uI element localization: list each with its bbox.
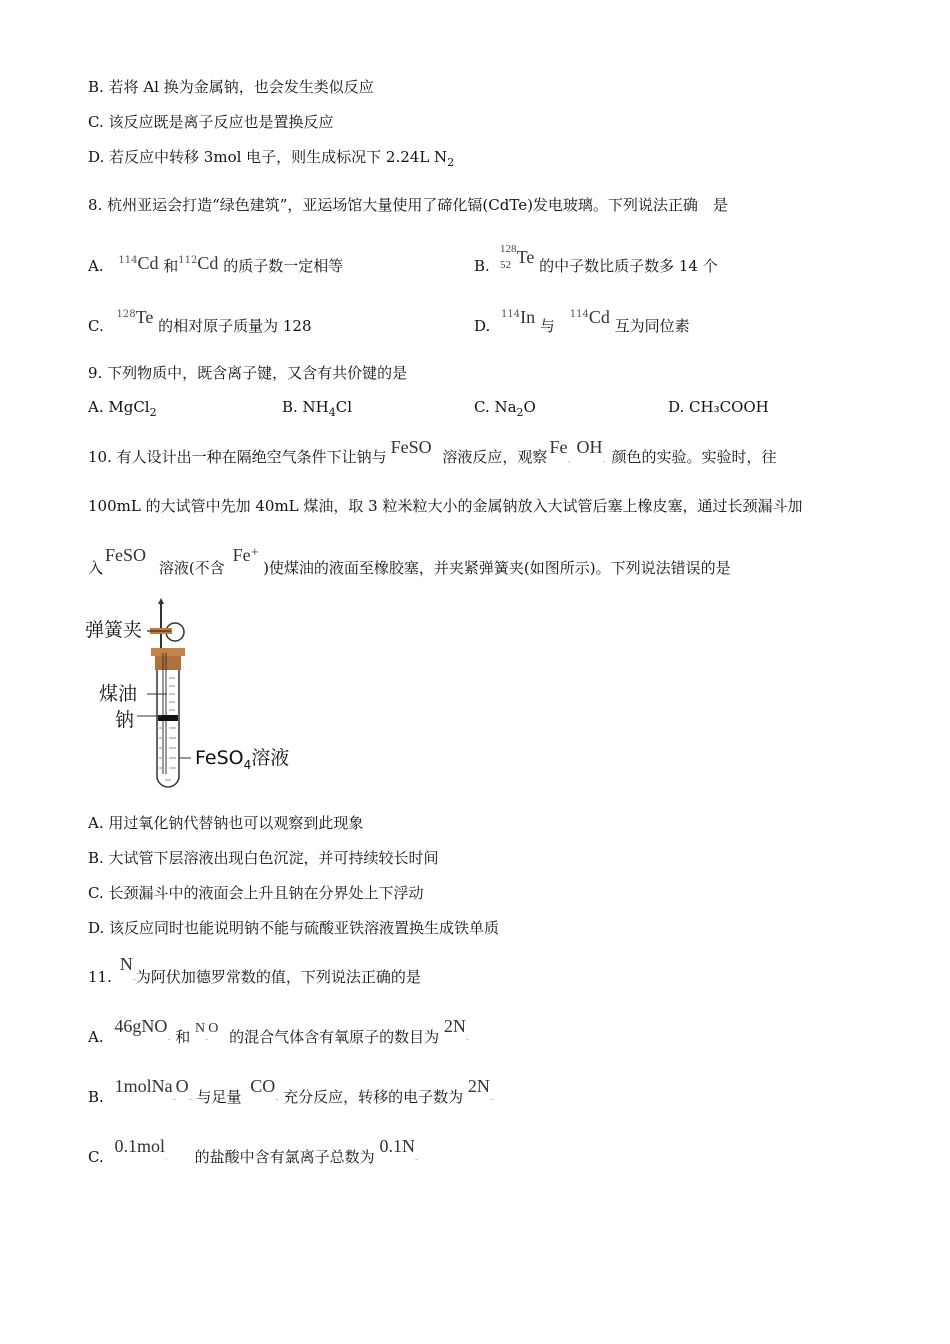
label-spring-clip: 弹簧夹 (85, 619, 143, 641)
label-solution: FeSO$_4$溶液 (195, 747, 290, 772)
q9-stem: 9. 下列物质中，既含离子键，又含有共价键的是 (88, 364, 408, 382)
q11-option-b: B. 1molNa-O- 与足量 CO- 充分反应，转移的电子数为 2N- (88, 1076, 493, 1106)
q7-option-c: C. 该反应既是离子反应也是置换反应 (88, 113, 334, 131)
label-sodium: 钠 (115, 709, 135, 731)
q8-option-b: B. 128 52 Te 的中子数比质子数多 14 个 (474, 243, 718, 275)
rubber-stopper-top (151, 648, 185, 656)
apparatus-figure (85, 598, 305, 793)
q10-option-a: A. 用过氧化钠代替钠也可以观察到此现象 (88, 814, 364, 832)
q10-option-c: C. 长颈漏斗中的液面会上升且钠在分界处上下浮动 (88, 884, 424, 902)
q10-stem-line3: 入FeSO 溶液(不含Fe+)使煤油的液面至橡胶塞，并夹紧弹簧夹(如图所示)。下列说法错误的是 (88, 545, 731, 577)
q9-option-c: C. $Na_2O$ (474, 398, 536, 419)
q7-option-d: D. 若反应中转移 3mol 电子，则生成标况下 2.24L $N_2$ (88, 148, 455, 169)
q11-option-c: C. 0.1mol· 的盐酸中含有氯离子总数为 0.1N- (88, 1136, 419, 1166)
q9-option-a: A. MgCl$_2$ (88, 398, 157, 419)
label-kerosene: 煤油 (99, 683, 138, 705)
q9-option-d: D. CH₃COOH (668, 398, 769, 416)
q7-option-b: B. 若将 Al 换为金属钠，也会发生类似反应 (88, 78, 374, 96)
q10-stem-line1: 10. 有人设计出一种在隔绝空气条件下让钠与 FeSO 溶液反应，观察 Fe、OH、颜色的实验。实验时，往 (88, 437, 777, 466)
q8-stem: 8. 杭州亚运会打造“绿色建筑”，亚运场馆大量使用了碲化镉(CdTe)发电玻璃。下列说法正确 是 (88, 196, 728, 214)
q9-option-b: B. $NH_4Cl$ (282, 398, 353, 419)
q11-option-a: A. 46gNO- 和 N-O 的混合气体含有氧原子的数目为 2N- (88, 1016, 469, 1046)
q8-option-a: A. $^{114}$Cd 和$^{112}$Cd 的质子数一定相等 (88, 253, 344, 275)
q10-option-d: D. 该反应同时也能说明钠不能与硫酸亚铁溶液置换生成铁单质 (88, 919, 500, 937)
q11-stem: 11.N-为阿伏加德罗常数的值，下列说法正确的是 (88, 954, 421, 986)
test-tube (157, 670, 179, 787)
q10-stem-line2: 100mL 的大试管中先加 40mL 煤油，取 3 粒米粒大小的金属钠放入大试管后塞上橡皮塞，通过长颈漏斗加 (88, 497, 803, 515)
q8-option-d: D. $^{114}$In 与 $^{114}$Cd 互为同位素 (474, 307, 690, 335)
rubber-stopper (155, 656, 181, 670)
q10-option-b: B. 大试管下层溶液出现白色沉淀，并可持续较长时间 (88, 849, 439, 867)
q8-option-c: C. $^{128}$Te 的相对原子质量为 128 (88, 307, 312, 335)
